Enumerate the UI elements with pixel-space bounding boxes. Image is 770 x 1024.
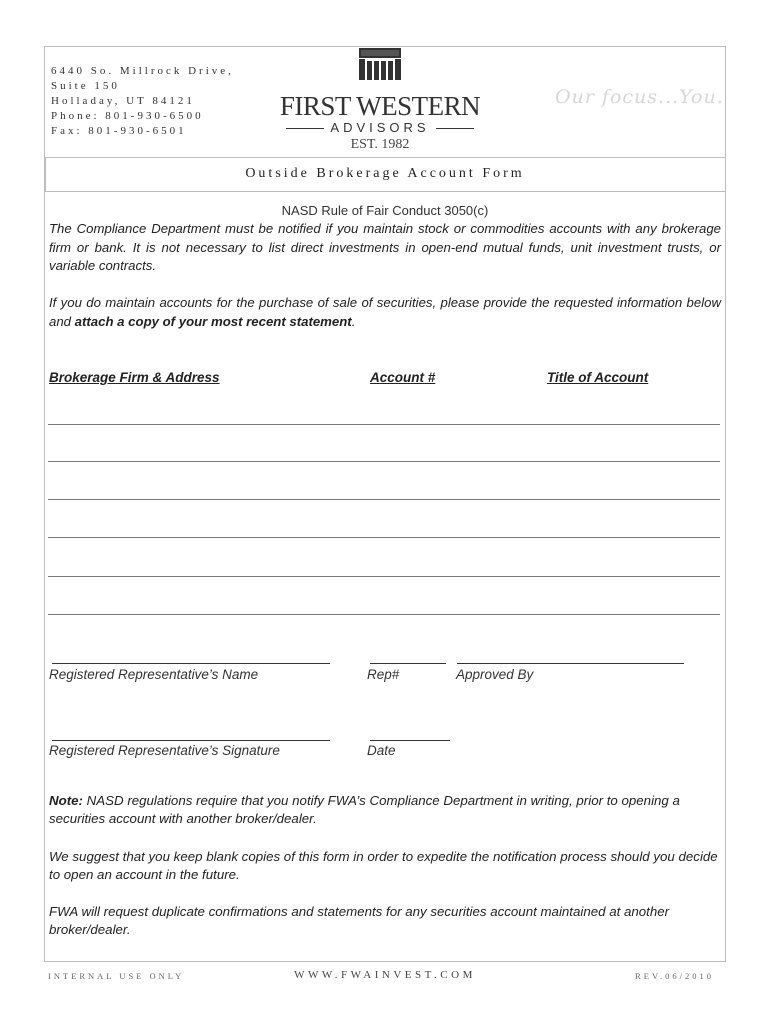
intro-paragraph: The Compliance Department must be notified if you maintain stock or commodities accounts with any brokerage firm or bank. It is not necessary to list direct investments in open-end mutual funds, unit investment trusts, or variable contracts. <box>49 221 721 273</box>
approved-by-line[interactable] <box>457 663 684 664</box>
company-logo <box>270 48 490 154</box>
rep-signature-line[interactable] <box>52 740 330 741</box>
rule-heading: NASD Rule of Fair Conduct 3050(c) <box>281 203 489 218</box>
divider <box>286 128 324 129</box>
entry-line[interactable] <box>48 576 720 577</box>
columns-logo-icon <box>358 48 402 80</box>
suggest-paragraph: We suggest that you keep blank copies of this form in order to expedite the notification process should you decide to open an account in the future. <box>49 849 718 882</box>
approved-by-label: Approved By <box>456 667 534 682</box>
logo-name: FIRST WESTERN <box>279 91 481 121</box>
rep-number-label: Rep# <box>367 667 400 682</box>
column-account-title: Title of Account <box>547 370 649 385</box>
date-label: Date <box>367 743 396 758</box>
date-line[interactable] <box>370 740 450 741</box>
phone-line: Phone: 801-930-6500 <box>51 110 204 122</box>
rep-name-label: Registered Representative’s Name <box>49 667 259 682</box>
column-brokerage-firm: Brokerage Firm & Address <box>49 370 220 385</box>
rep-number-line[interactable] <box>370 663 446 664</box>
address-line: Suite 150 <box>51 80 120 92</box>
request-end: . <box>351 313 356 329</box>
address-line: Holladay, UT 84121 <box>51 95 195 107</box>
request-paragraph <box>49 294 721 331</box>
footer-revision: REV.06/2010 <box>635 971 714 981</box>
entry-line[interactable] <box>48 424 720 425</box>
address-line: 6440 So. Millrock Drive, <box>51 65 234 77</box>
logo-subtitle <box>270 121 490 135</box>
logo-sub-text: ADVISORS <box>330 120 430 135</box>
entry-line[interactable] <box>48 499 720 500</box>
request-bold: attach a copy of your most recent statement <box>74 313 352 329</box>
form-title: Outside Brokerage Account Form <box>245 166 525 181</box>
rep-signature-label: Registered Representative’s Signature <box>49 743 280 758</box>
company-address <box>51 64 234 139</box>
request-text: If you do maintain accounts for the purchase of sale of securities, please provide the requested information below and <box>49 295 721 329</box>
column-account-number: Account # <box>370 370 436 385</box>
divider <box>436 128 474 129</box>
logo-established: EST. 1982 <box>350 137 410 152</box>
entry-line[interactable] <box>48 614 720 615</box>
entry-line[interactable] <box>48 461 720 462</box>
tagline: Our focus...You. <box>555 86 724 108</box>
footer-website: WWW.FWAINVEST.COM <box>294 969 476 981</box>
footer-internal: INTERNAL USE ONLY <box>48 971 185 981</box>
rep-name-line[interactable] <box>52 663 330 664</box>
note-paragraph <box>49 792 721 828</box>
duplicate-paragraph: FWA will request duplicate confirmations and statements for any securities account maintained at another broker/dealer. <box>49 904 670 937</box>
fax-line: Fax: 801-930-6501 <box>51 125 187 137</box>
entry-line[interactable] <box>48 537 720 538</box>
note-label: Note: <box>49 793 83 808</box>
note-text: NASD regulations require that you notify FWA’s Compliance Department in writing, prior to opening a securities account with another broker/dealer. <box>49 793 680 826</box>
